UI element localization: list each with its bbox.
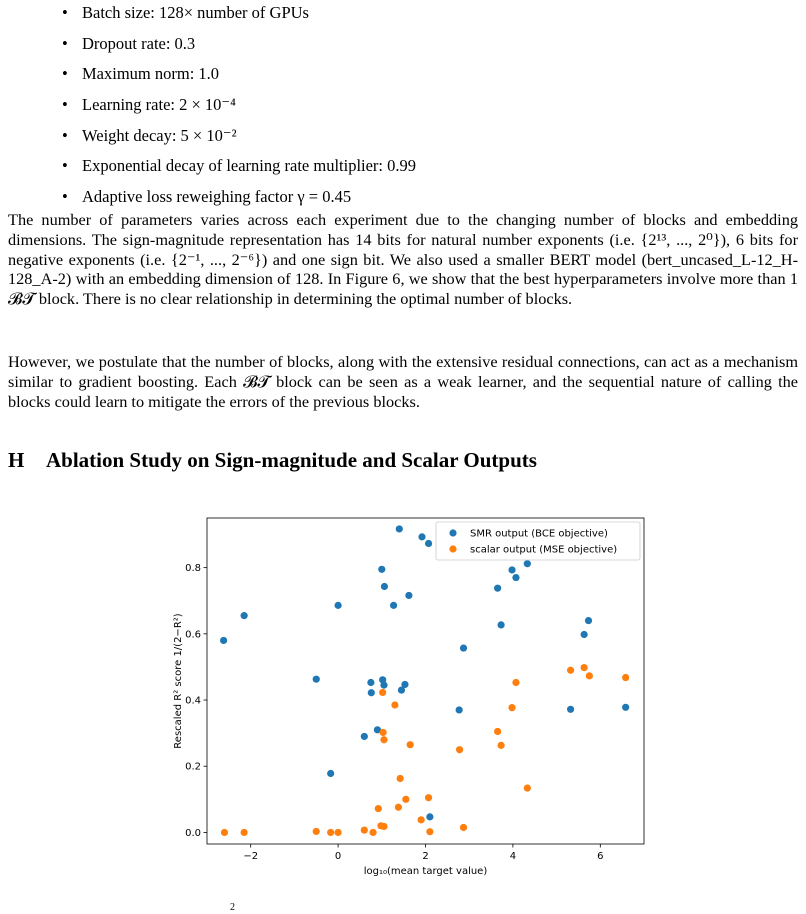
data-point xyxy=(498,621,505,628)
list-item: • Batch size: 128× number of GPUs xyxy=(62,2,762,33)
list-item: • Maximum norm: 1.0 xyxy=(62,63,762,94)
data-point xyxy=(426,828,433,835)
section-title: Ablation Study on Sign-magnitude and Scalar Outputs xyxy=(46,448,537,472)
data-point xyxy=(378,566,385,573)
list-item: • Adaptive loss reweighing factor γ = 0.45 xyxy=(62,186,762,217)
data-point xyxy=(335,602,342,609)
data-point xyxy=(586,672,593,679)
data-point xyxy=(401,681,408,688)
data-point xyxy=(395,804,402,811)
legend-marker xyxy=(449,545,456,552)
data-point xyxy=(567,667,574,674)
x-tick-label: 4 xyxy=(509,851,517,862)
data-point xyxy=(407,741,414,748)
plot-frame xyxy=(207,518,644,844)
data-point xyxy=(369,829,376,836)
data-point xyxy=(396,525,403,532)
data-point xyxy=(313,828,320,835)
data-point xyxy=(327,829,334,836)
data-point xyxy=(581,631,588,638)
chart-axes xyxy=(173,518,644,877)
data-point xyxy=(508,704,515,711)
data-point xyxy=(425,540,432,547)
data-point xyxy=(380,729,387,736)
data-point xyxy=(425,794,432,801)
body-paragraph: The number of parameters varies across each experiment due to the changing number of blocks and embedding dimensions. The sign-magnitude representation has 14 bits for natural number exponents (i.e. {2¹³, ..., 2⁰}), 6 bits for negative exponents (i.e. {2⁻¹, ..., 2⁻⁶}) and one sign bit. We also used a smaller BERT model (bert_uncased_L-12_H-128_A-2) with an embedding dimension of 128. In Figure 6, we show that the best hyperparameters involve more than 1 𝓑𝓣 block. There is no clear relationship in determining the optimal number of blocks. xyxy=(8,210,798,309)
x-tick-label: −2 xyxy=(243,851,259,862)
data-point xyxy=(379,689,386,696)
data-point xyxy=(335,829,342,836)
data-point xyxy=(313,676,320,683)
data-point xyxy=(361,733,368,740)
data-point xyxy=(418,533,425,540)
data-point xyxy=(494,585,501,592)
data-point xyxy=(368,689,375,696)
data-point xyxy=(460,824,467,831)
data-point xyxy=(380,823,387,830)
y-axis-label: Rescaled R² score 1/(2−R²) xyxy=(173,613,184,749)
data-point xyxy=(494,728,501,735)
data-point xyxy=(220,637,227,644)
list-item: • Dropout rate: 0.3 xyxy=(62,33,762,64)
data-point xyxy=(390,602,397,609)
legend-marker xyxy=(449,529,456,536)
body-paragraph: However, we postulate that the number of blocks, along with the extensive residual connections, can act as a mechanism similar to gradient boosting. Each 𝓑𝓣 block can be seen as a weak learner, and the sequential nature of calling the blocks could learn to mitigate the errors of the previous blocks. xyxy=(8,352,798,411)
data-point xyxy=(622,704,629,711)
data-point xyxy=(622,674,629,681)
data-point xyxy=(498,742,505,749)
data-point xyxy=(426,813,433,820)
chart-legend xyxy=(436,522,640,560)
data-point xyxy=(241,829,248,836)
data-point xyxy=(380,682,387,689)
data-point xyxy=(221,829,228,836)
list-item: • Learning rate: 2 × 10⁻⁴ xyxy=(62,94,762,125)
data-point xyxy=(405,592,412,599)
data-point xyxy=(327,770,334,777)
data-point xyxy=(361,826,368,833)
data-point xyxy=(512,574,519,581)
data-point xyxy=(381,583,388,590)
data-point xyxy=(508,566,515,573)
y-tick-label: 0.2 xyxy=(185,761,201,773)
x-tick-label: 6 xyxy=(597,851,604,862)
data-point xyxy=(456,706,463,713)
legend-entry: SMR output (BCE objective) xyxy=(470,528,608,540)
data-point xyxy=(397,775,404,782)
list-item: • Weight decay: 5 × 10⁻² xyxy=(62,125,762,156)
data-point xyxy=(391,701,398,708)
footer-fragment: 2 xyxy=(230,902,235,913)
data-point xyxy=(460,644,467,651)
data-point xyxy=(375,805,382,812)
y-tick-label: 0.4 xyxy=(185,695,201,707)
data-point xyxy=(402,796,409,803)
x-axis-label: log₁₀(mean target value) xyxy=(363,866,488,877)
data-point xyxy=(512,679,519,686)
chart-points xyxy=(220,525,629,836)
section-number: H xyxy=(8,448,25,472)
data-point xyxy=(585,617,592,624)
data-point xyxy=(524,784,531,791)
data-point xyxy=(456,746,463,753)
y-tick-label: 0.6 xyxy=(185,629,201,641)
data-point xyxy=(418,816,425,823)
data-point xyxy=(581,664,588,671)
data-point xyxy=(367,679,374,686)
x-tick-label: 0 xyxy=(334,851,342,862)
y-tick-label: 0.0 xyxy=(185,827,201,839)
data-point xyxy=(380,736,387,743)
data-point xyxy=(241,612,248,619)
x-tick-label: 2 xyxy=(422,851,429,862)
list-item: • Exponential decay of learning rate multiplier: 0.99 xyxy=(62,155,762,186)
data-point xyxy=(567,706,574,713)
data-point xyxy=(524,560,531,567)
y-tick-label: 0.8 xyxy=(185,563,201,575)
legend-entry: scalar output (MSE objective) xyxy=(470,544,618,556)
